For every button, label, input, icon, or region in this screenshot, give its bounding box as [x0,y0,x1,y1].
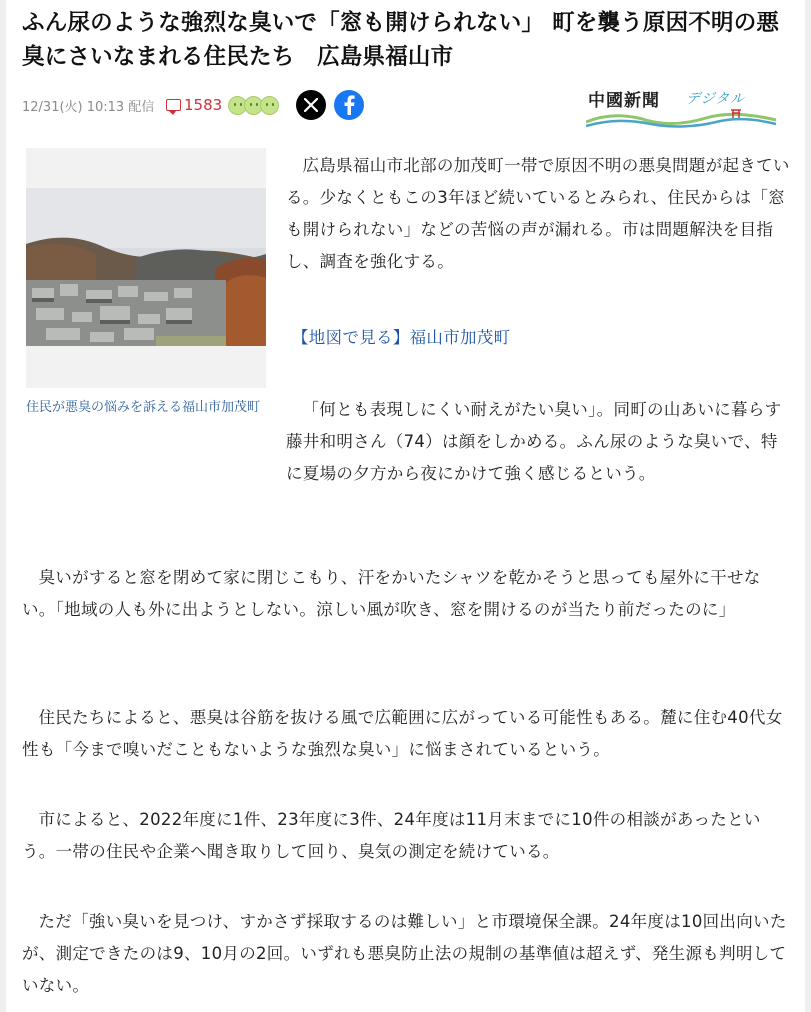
share-facebook-button[interactable] [334,90,364,120]
publisher-logo[interactable] [586,86,778,126]
publisher-tag: デジタル [686,91,746,107]
map-link[interactable]: 【地図で見る】福山市加茂町 [292,328,511,347]
comment-count: 1583 [184,96,223,114]
publish-date: 12/31(火) 10:13 [22,100,125,115]
article-headline: ふん尿のような強烈な臭いで「窓も開けられない」 町を襲う原因不明の悪臭にさいなまれる住民たち 広島県福山市 [22,10,780,70]
town-landscape-image [26,148,266,388]
share-x-button[interactable] [296,90,326,120]
article-paragraph: 広島県福山市北部の加茂町一帯で原因不明の悪臭問題が起きている。少なくともこの3年ほど続いているとみられ、住民からは「窓も開けられない」などの苦悩の声が漏れる。市は問題解決を目指し、調査を強化する。 [286,156,790,271]
comments-link[interactable] [166,94,222,116]
publish-status: 配信 [128,100,155,115]
photo-caption: 住民が悪臭の悩みを訴える福山市加茂町 [26,400,261,415]
logo-wave-icon [586,108,778,130]
smiley-icon [260,96,279,115]
page-edge-right [805,0,811,1012]
publisher-name: 中國新聞 [588,91,660,111]
x-logo-icon [304,98,318,112]
reaction-icons[interactable] [228,96,276,115]
article-date [22,96,154,115]
article-meta [22,90,792,126]
article-paragraph: 臭いがすると窓を閉めて家に閉じこもり、汗をかいたシャツを乾かそうと思っても屋外に干せない。「地域の人も外に出ようとしない。涼しい風が吹き、窓を開けるのが当たり前だったのに」 [22,568,761,619]
article-paragraph: 住民たちによると、悪臭は谷筋を抜ける風で広範囲に広がっている可能性もある。麓に住む40代女性も「今まで嗅いだこともないような強烈な臭い」に悩まされているという。 [22,708,783,759]
article-photo[interactable] [26,148,266,388]
article-paragraph [22,394,794,490]
comment-icon [166,99,181,111]
article-figure [26,148,266,418]
article-paragraph: 市によると、2022年度に1件、23年度に3件、24年度は11月末までに10件の相談があったという。一帯の住民や企業へ聞き取りして回り、臭気の測定を続けている。 [22,810,761,861]
article-paragraph-text: 「何とも表現しにくい耐えがたい臭い」。同町の山あいに暮らす藤井和明さん（74）は顔をしかめる。ふん尿のような臭いで、特に夏場の夕方から夜にかけて強く感じるという。 [286,400,782,483]
article-paragraph: ただ「強い臭いを見つけ、すかさず採取するのは難しい」と市環境保全課。24年度は10回出向いたが、測定できたのは9、10月の2回。いずれも悪臭防止法の規制の基準値は超えず、発生源も判明していない。 [22,912,787,995]
facebook-logo-icon [341,95,357,115]
page-edge-left [0,0,6,1012]
